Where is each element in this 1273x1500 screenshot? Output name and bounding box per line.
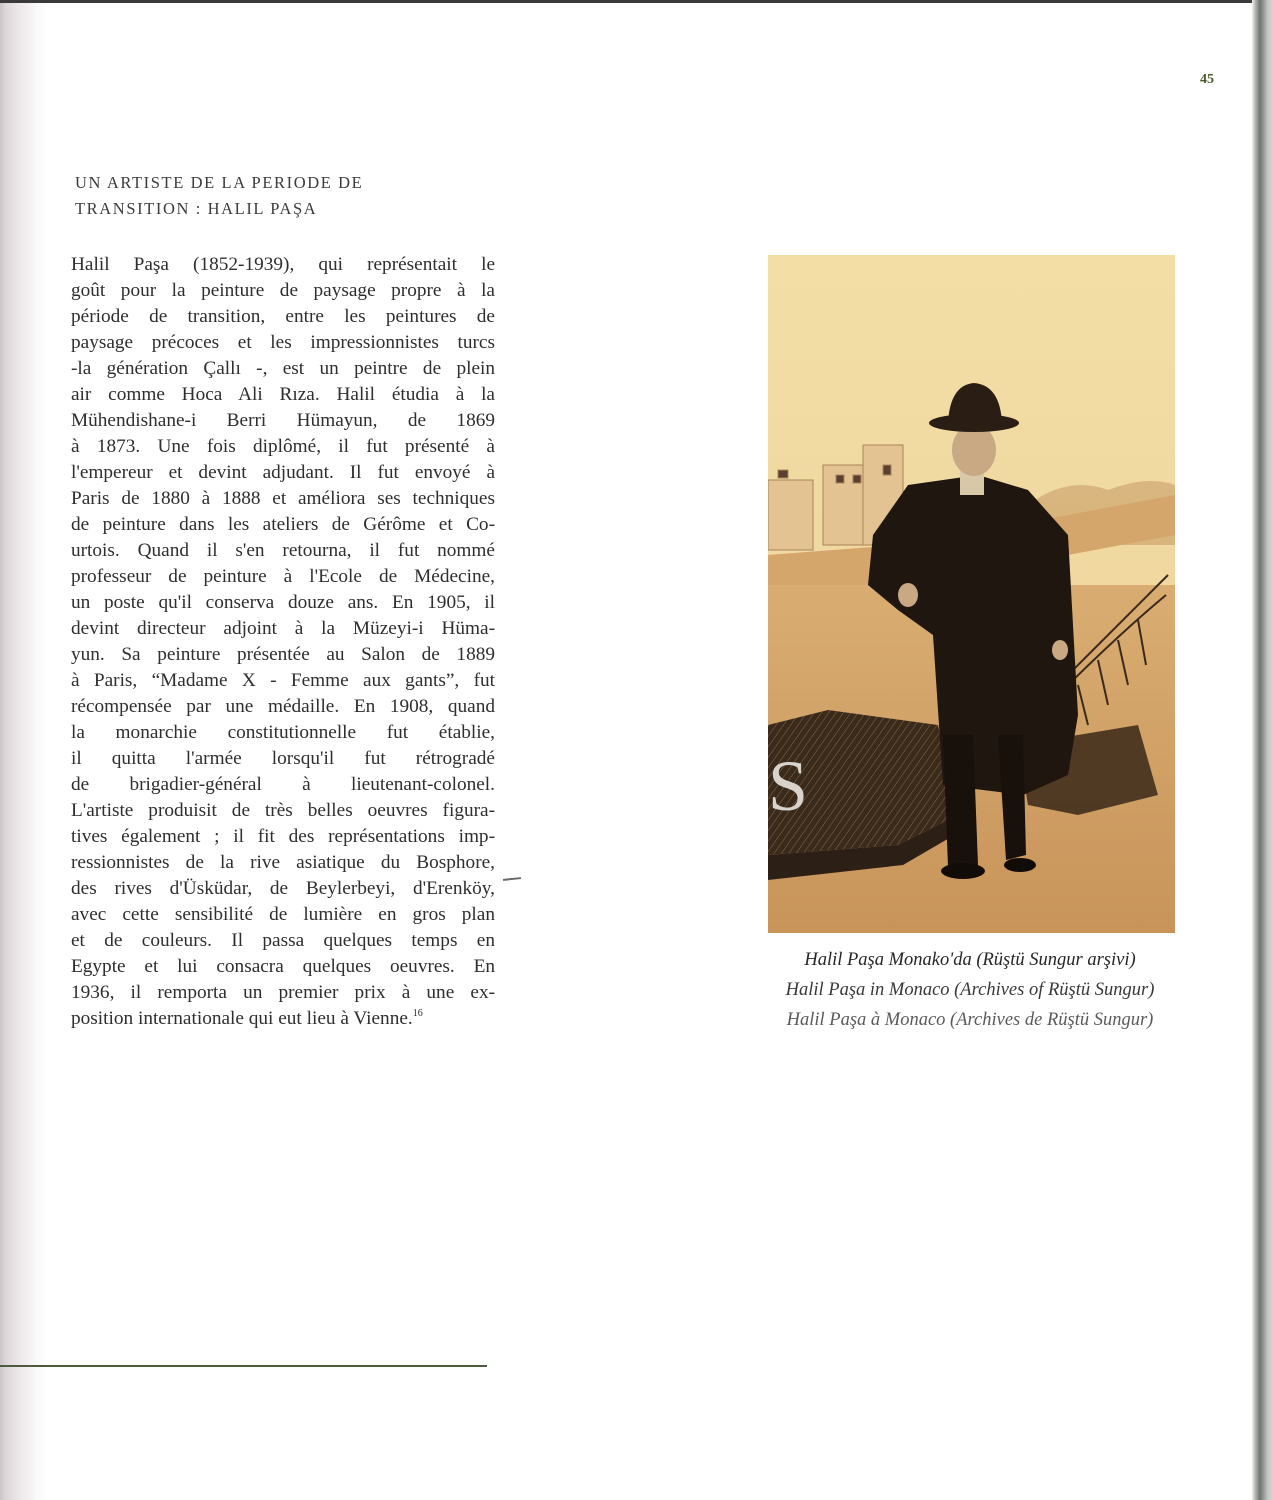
body-paragraph xyxy=(71,252,495,1032)
footer-rule xyxy=(0,1365,487,1367)
photo-watermark-letter: S xyxy=(768,746,809,826)
body-line: air comme Hoca Ali Rıza. Halil étudia à la xyxy=(71,384,495,405)
sepia-portrait-image xyxy=(768,255,1175,933)
caption-french: Halil Paşa à Monaco (Archives de Rüştü Sungur) xyxy=(786,1010,1154,1030)
body-line: la monarchie constitutionnelle fut établie, xyxy=(71,722,495,743)
margin-pencil-mark xyxy=(503,877,521,881)
section-heading xyxy=(75,170,515,222)
body-line: un poste qu'il conserva douze ans. En 1905, il xyxy=(71,592,495,613)
body-line: récompensée par une médaille. En 1908, quand xyxy=(71,696,495,717)
body-line: il quitta l'armée lorsqu'il fut rétrogradé xyxy=(71,748,495,769)
body-line: période de transition, entre les peintures de xyxy=(71,306,495,327)
body-line: L'artiste produisit de très belles oeuvres figura- xyxy=(71,800,495,821)
body-line: des rives d'Üsküdar, de Beylerbeyi, d'Erenköy, xyxy=(71,878,495,899)
book-gutter-left xyxy=(0,0,46,1500)
body-line: professeur de peinture à l'Ecole de Médecine, xyxy=(71,566,495,587)
body-line: et de couleurs. Il passa quelques temps en xyxy=(71,930,495,951)
caption-turkish: Halil Paşa Monako'da (Rüştü Sungur arşivi) xyxy=(804,950,1136,970)
body-line: -la génération Çallı -, est un peintre de plein xyxy=(71,358,495,379)
heading-line: UN ARTISTE DE LA PERIODE DE xyxy=(75,173,364,192)
book-spine-right xyxy=(1252,0,1273,1500)
body-line: urtois. Quand il s'en retourna, il fut nommé xyxy=(71,540,495,561)
body-line: 1936, il remporta un premier prix à une ex- xyxy=(71,982,495,1003)
body-line: tives également ; il fit des représentations imp- xyxy=(71,826,495,847)
body-line: l'empereur et devint adjudant. Il fut envoyé à xyxy=(71,462,495,483)
photo-caption xyxy=(740,945,1200,1035)
body-line: goût pour la peinture de paysage propre à la xyxy=(71,280,495,301)
body-line: à Paris, “Madame X - Femme aux gants”, fut xyxy=(71,670,495,691)
body-line-last xyxy=(71,1006,495,1032)
body-line: ressionnistes de la rive asiatique du Bosphore, xyxy=(71,852,495,873)
body-line: yun. Sa peinture présentée au Salon de 1889 xyxy=(71,644,495,665)
body-line: Paris de 1880 à 1888 et améliora ses techniques xyxy=(71,488,495,509)
body-line-text: position internationale qui eut lieu à Vienne. xyxy=(71,1008,413,1029)
heading-line: TRANSITION : HALIL PAŞA xyxy=(75,199,318,218)
body-line: paysage précoces et les impressionnistes turcs xyxy=(71,332,495,353)
body-line: devint directeur adjoint à la Müzeyi-i Hüma- xyxy=(71,618,495,639)
body-line: Egypte et lui consacra quelques oeuvres. En xyxy=(71,956,495,977)
historical-photograph xyxy=(768,255,1175,933)
body-line: à 1873. Une fois diplômé, il fut présenté à xyxy=(71,436,495,457)
body-line: avec cette sensibilité de lumière en gros plan xyxy=(71,904,495,925)
page-number: 45 xyxy=(1200,72,1214,87)
body-line: de peinture dans les ateliers de Gérôme et Co- xyxy=(71,514,495,535)
body-line: Halil Paşa (1852-1939), qui représentait le xyxy=(71,254,495,275)
caption-english: Halil Paşa in Monaco (Archives of Rüştü Sungur) xyxy=(785,980,1155,1000)
footnote-reference[interactable]: 16 xyxy=(412,1008,423,1019)
page-top-edge xyxy=(0,0,1273,3)
body-line: Mühendishane-i Berri Hümayun, de 1869 xyxy=(71,410,495,431)
body-line: de brigadier-général à lieutenant-colonel. xyxy=(71,774,495,795)
